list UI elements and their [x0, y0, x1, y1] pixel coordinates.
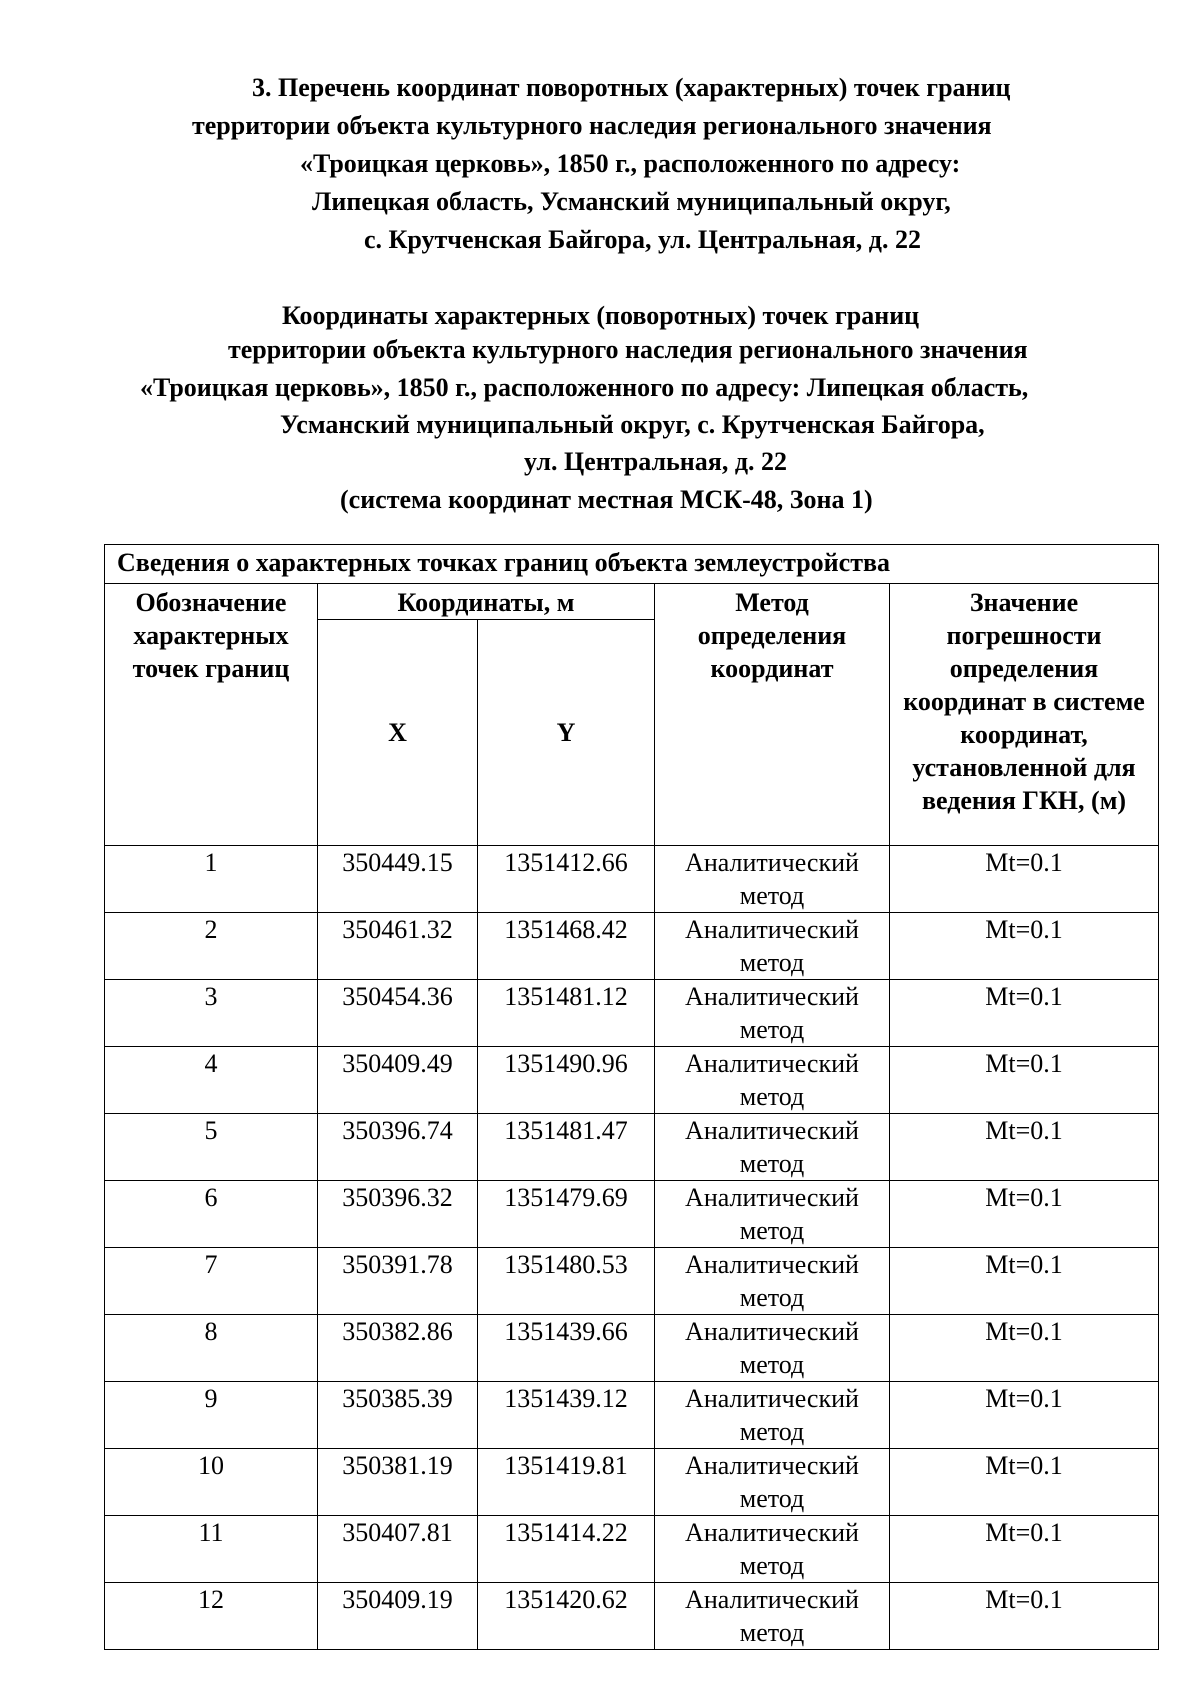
cell-error: Mt=0.1	[890, 1047, 1159, 1114]
header-error: Значение погрешности определения координат в системе координат, установленной для ведения ГКН, (м)	[890, 584, 1159, 846]
cell-point: 2	[105, 913, 318, 980]
table-row	[105, 1248, 1159, 1315]
section-heading-line: с. Крутченская Байгора, ул. Центральная, д. 22	[364, 225, 921, 254]
table-caption: Сведения о характерных точках границ объекта землеустройства	[105, 545, 1159, 584]
cell-x: 350381.19	[318, 1449, 478, 1516]
cell-x: 350396.74	[318, 1114, 478, 1181]
cell-point: 9	[105, 1382, 318, 1449]
cell-point: 8	[105, 1315, 318, 1382]
coords-heading-line: «Троицкая церковь», 1850 г., расположенного по адресу: Липецкая область,	[140, 373, 1029, 402]
cell-y: 1351439.12	[478, 1382, 655, 1449]
cell-x: 350382.86	[318, 1315, 478, 1382]
table-caption-row	[105, 545, 1159, 584]
cell-x: 350396.32	[318, 1181, 478, 1248]
cell-method: Аналитический метод	[655, 1248, 890, 1315]
header-y: Y	[478, 620, 655, 846]
cell-point: 3	[105, 980, 318, 1047]
cell-method: Аналитический метод	[655, 1583, 890, 1650]
cell-x: 350409.19	[318, 1583, 478, 1650]
cell-error: Mt=0.1	[890, 1181, 1159, 1248]
cell-y: 1351419.81	[478, 1449, 655, 1516]
coords-heading-line: Усманский муниципальный округ, с. Крутченская Байгора,	[280, 410, 985, 439]
cell-point: 7	[105, 1248, 318, 1315]
header-point: Обозначение характерных точек границ	[105, 584, 318, 846]
coords-heading-line: Координаты характерных (поворотных) точек границ	[282, 301, 920, 330]
coords-heading-line: (система координат местная МСК-48, Зона 1)	[340, 485, 873, 514]
cell-point: 10	[105, 1449, 318, 1516]
table-row	[105, 1114, 1159, 1181]
cell-method: Аналитический метод	[655, 1315, 890, 1382]
cell-error: Mt=0.1	[890, 1114, 1159, 1181]
cell-method: Аналитический метод	[655, 1449, 890, 1516]
table-row	[105, 1583, 1159, 1650]
cell-x: 350454.36	[318, 980, 478, 1047]
cell-x: 350407.81	[318, 1516, 478, 1583]
section-heading-line: 3. Перечень координат поворотных (характерных) точек границ	[252, 73, 1011, 102]
cell-method: Аналитический метод	[655, 1181, 890, 1248]
section-heading-line: территории объекта культурного наследия регионального значения	[192, 111, 992, 140]
cell-x: 350449.15	[318, 846, 478, 913]
table-row	[105, 1516, 1159, 1583]
header-coords: Координаты, м	[318, 584, 655, 620]
cell-error: Mt=0.1	[890, 846, 1159, 913]
cell-error: Mt=0.1	[890, 980, 1159, 1047]
cell-y: 1351481.12	[478, 980, 655, 1047]
cell-point: 11	[105, 1516, 318, 1583]
table-header-row	[105, 584, 1159, 620]
cell-y: 1351481.47	[478, 1114, 655, 1181]
table-row	[105, 1047, 1159, 1114]
header-x: X	[318, 620, 478, 846]
table-row	[105, 1181, 1159, 1248]
cell-point: 1	[105, 846, 318, 913]
cell-error: Mt=0.1	[890, 1315, 1159, 1382]
cell-x: 350385.39	[318, 1382, 478, 1449]
coords-heading-line: ул. Центральная, д. 22	[524, 447, 787, 476]
cell-method: Аналитический метод	[655, 980, 890, 1047]
cell-error: Mt=0.1	[890, 1382, 1159, 1449]
cell-x: 350409.49	[318, 1047, 478, 1114]
cell-y: 1351439.66	[478, 1315, 655, 1382]
cell-method: Аналитический метод	[655, 913, 890, 980]
cell-point: 6	[105, 1181, 318, 1248]
cell-x: 350461.32	[318, 913, 478, 980]
cell-method: Аналитический метод	[655, 1382, 890, 1449]
table-row	[105, 1315, 1159, 1382]
cell-point: 5	[105, 1114, 318, 1181]
cell-error: Mt=0.1	[890, 913, 1159, 980]
cell-error: Mt=0.1	[890, 1583, 1159, 1650]
cell-error: Mt=0.1	[890, 1248, 1159, 1315]
section-heading-line: «Троицкая церковь», 1850 г., расположенного по адресу:	[300, 149, 961, 178]
cell-y: 1351480.53	[478, 1248, 655, 1315]
table-row	[105, 980, 1159, 1047]
cell-error: Mt=0.1	[890, 1516, 1159, 1583]
table-row	[105, 913, 1159, 980]
cell-point: 4	[105, 1047, 318, 1114]
cell-y: 1351420.62	[478, 1583, 655, 1650]
cell-method: Аналитический метод	[655, 1516, 890, 1583]
table-row	[105, 1382, 1159, 1449]
table-row	[105, 846, 1159, 913]
cell-method: Аналитический метод	[655, 1114, 890, 1181]
cell-y: 1351479.69	[478, 1181, 655, 1248]
cell-point: 12	[105, 1583, 318, 1650]
coordinates-table	[104, 544, 1159, 1650]
coords-heading-line: территории объекта культурного наследия регионального значения	[228, 335, 1028, 364]
cell-x: 350391.78	[318, 1248, 478, 1315]
cell-error: Mt=0.1	[890, 1449, 1159, 1516]
cell-y: 1351414.22	[478, 1516, 655, 1583]
cell-method: Аналитический метод	[655, 1047, 890, 1114]
header-method: Метод определения координат	[655, 584, 890, 846]
cell-y: 1351412.66	[478, 846, 655, 913]
section-heading-line: Липецкая область, Усманский муниципальный округ,	[312, 187, 951, 216]
cell-y: 1351468.42	[478, 913, 655, 980]
cell-y: 1351490.96	[478, 1047, 655, 1114]
cell-method: Аналитический метод	[655, 846, 890, 913]
table-row	[105, 1449, 1159, 1516]
